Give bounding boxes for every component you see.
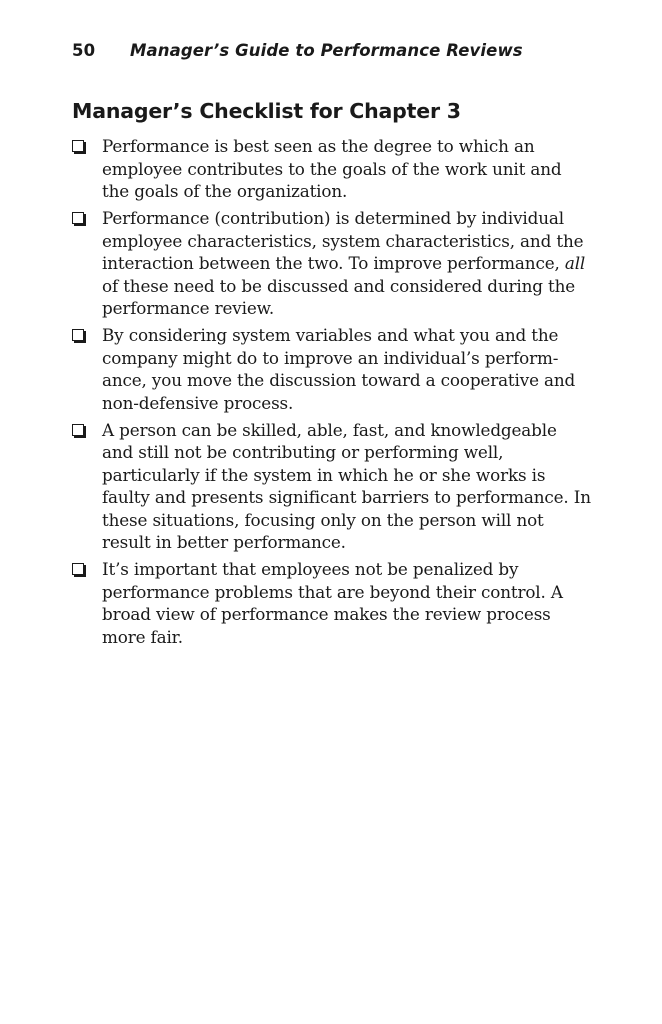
- checklist-item-text-part: Performance (contribution) is determined by individual employee characteristics, system characteristics, and the interaction between the two. To improve performance,: [102, 208, 584, 273]
- book-title: Manager’s Guide to Performance Reviews: [130, 41, 523, 60]
- page-number: 50: [72, 41, 96, 60]
- checklist-item-text: It’s important that employees not be penalized by performance problems that are beyond their control. A broad view of performance makes the review process more fair.: [102, 559, 563, 647]
- checkbox-icon: [72, 424, 84, 436]
- checklist-item-text-part: of these need to be discussed and considered during the performance review.: [102, 275, 576, 318]
- running-header: [72, 41, 523, 60]
- checklist-item-text: By considering system variables and what you and the company might do to improve an individual’s performance, you move the discussion toward a cooperative and non-defensive process.: [102, 325, 576, 413]
- checklist-item: [72, 135, 592, 203]
- checklist-item: [72, 419, 592, 554]
- checklist-item-text: A person can be skilled, able, fast, and knowledgeable and still not be contributing or performing well, particularly if the system in which he or she works is faulty and presents significant barriers to performance. In these situations, focusing only on the person will not result in better performance.: [102, 419, 591, 552]
- checklist-item: [72, 207, 592, 320]
- emphasis-word: all: [564, 253, 586, 273]
- checklist-item-text: Performance is best seen as the degree to which an employee contributes to the goals of the work unit and the goals of the organization.: [102, 136, 562, 201]
- checklist-title: Manager’s Checklist for Chapter 3: [72, 99, 461, 123]
- checkbox-icon: [72, 563, 84, 575]
- checklist-item: [72, 324, 592, 414]
- checklist-item-text: [102, 207, 592, 320]
- checkbox-icon: [72, 329, 84, 341]
- checklist-item: [72, 558, 592, 648]
- checklist: [72, 135, 592, 653]
- checkbox-icon: [72, 140, 84, 152]
- checkbox-icon: [72, 212, 84, 224]
